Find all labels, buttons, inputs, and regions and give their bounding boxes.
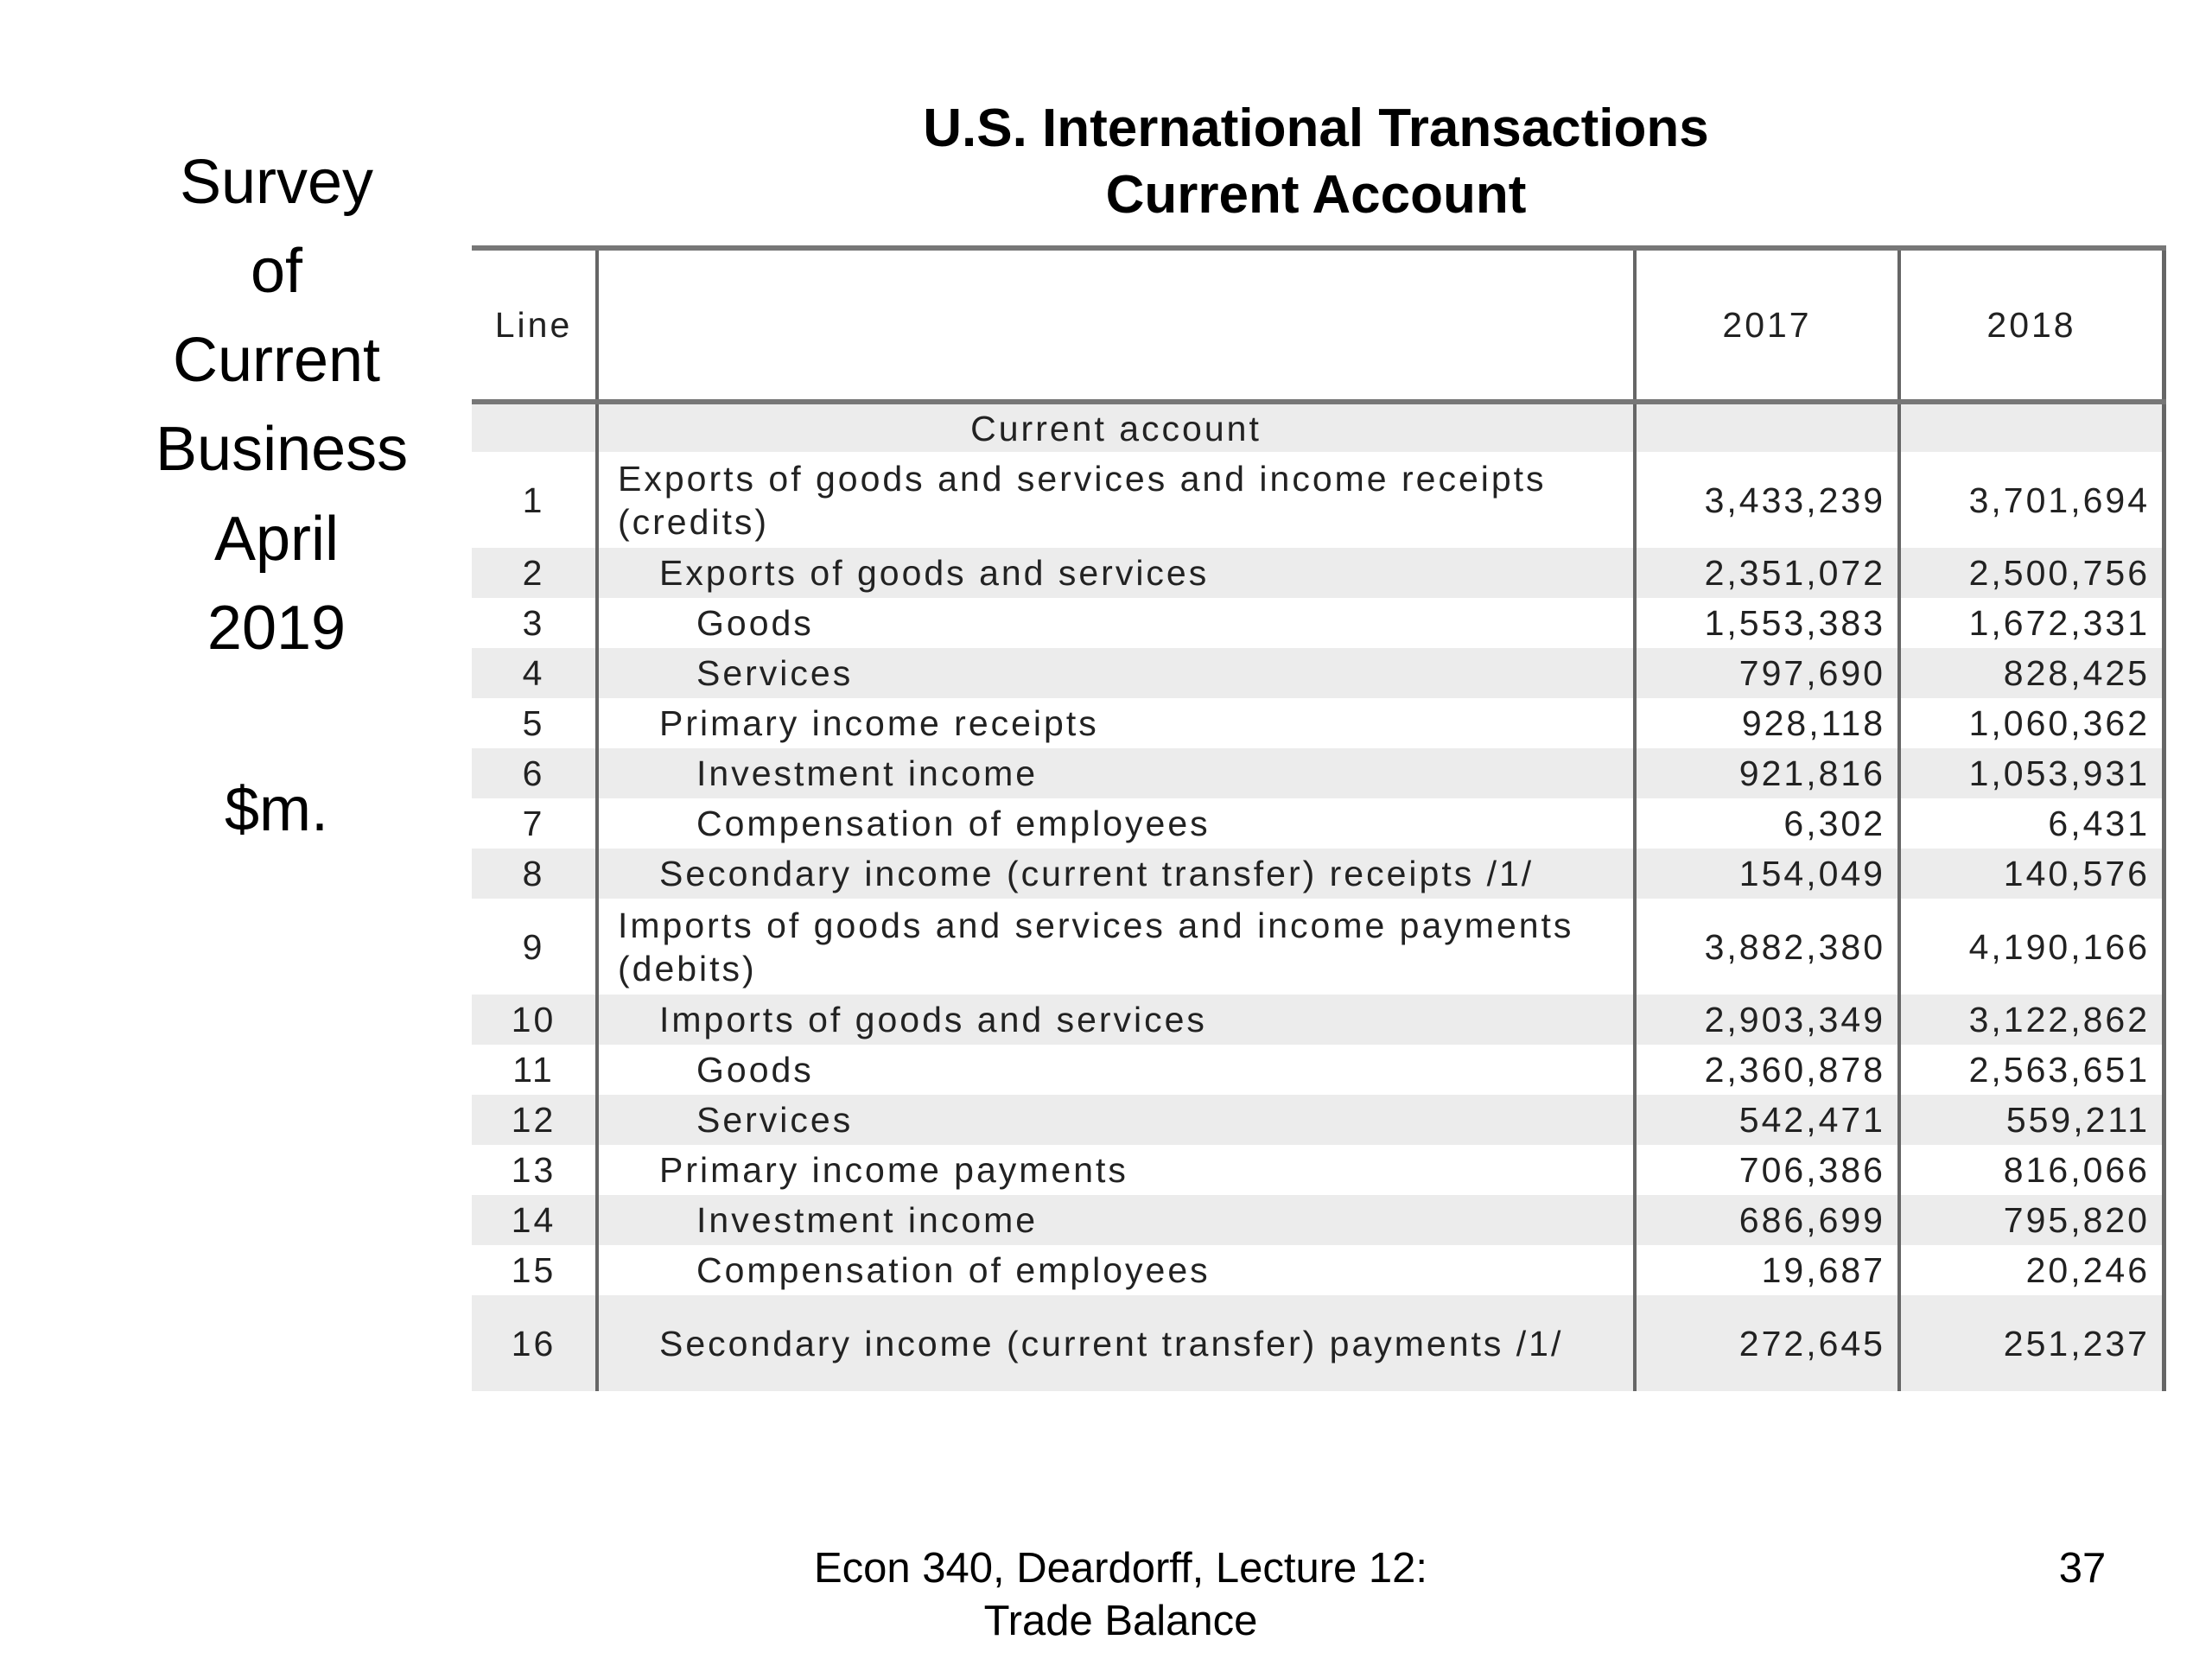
value-2017: 272,645 xyxy=(1635,1295,1899,1391)
table-row xyxy=(472,1245,2164,1295)
row-label: Goods xyxy=(597,598,1635,648)
header-line: Line xyxy=(472,248,597,402)
value-2017: 1,553,383 xyxy=(1635,598,1899,648)
table-row xyxy=(472,1295,2164,1391)
row-label: Primary income receipts xyxy=(597,698,1635,748)
header-description xyxy=(597,248,1635,402)
table-row xyxy=(472,698,2164,748)
value-2018: 4,190,166 xyxy=(1899,899,2164,995)
line-number: 13 xyxy=(472,1145,597,1195)
value-2017: 921,816 xyxy=(1635,748,1899,798)
value-2017: 19,687 xyxy=(1635,1245,1899,1295)
line-number: 15 xyxy=(472,1245,597,1295)
line-number: 9 xyxy=(472,899,597,995)
row-label: Primary income payments xyxy=(597,1145,1635,1195)
line-number: 11 xyxy=(472,1045,597,1095)
page-number: 37 xyxy=(2058,1545,2107,1592)
table-row xyxy=(472,849,2164,899)
table-row xyxy=(472,1095,2164,1145)
date-year: 2019 xyxy=(207,594,346,663)
line-number: 10 xyxy=(472,995,597,1045)
line-number: 16 xyxy=(472,1295,597,1391)
table-row xyxy=(472,598,2164,648)
value-2017: 3,882,380 xyxy=(1635,899,1899,995)
value-2017: 2,360,878 xyxy=(1635,1045,1899,1095)
date-month: April xyxy=(213,505,340,574)
source-line: Business xyxy=(156,415,409,484)
table-row xyxy=(472,1145,2164,1195)
source-line: Current xyxy=(172,326,381,395)
section-line-cell xyxy=(472,402,597,452)
section-row xyxy=(472,402,2164,452)
row-label: Imports of goods and services and income payments (debits) xyxy=(597,899,1635,995)
date-label xyxy=(156,495,397,673)
source-label xyxy=(156,138,409,494)
header-2017: 2017 xyxy=(1635,248,1899,402)
value-2017: 928,118 xyxy=(1635,698,1899,748)
source-line: Survey of xyxy=(179,148,374,306)
row-label: Imports of goods and services xyxy=(597,995,1635,1045)
row-label: Compensation of employees xyxy=(597,798,1635,849)
row-label: Services xyxy=(597,1095,1635,1145)
row-label: Secondary income (current transfer) receipts /1/ xyxy=(597,849,1635,899)
value-2018: 140,576 xyxy=(1899,849,2164,899)
value-2018: 3,701,694 xyxy=(1899,452,2164,548)
row-label: Exports of goods and services xyxy=(597,548,1635,598)
row-label: Secondary income (current transfer) payments /1/ xyxy=(597,1295,1635,1391)
table-row xyxy=(472,452,2164,548)
value-2017: 542,471 xyxy=(1635,1095,1899,1145)
table-row xyxy=(472,1195,2164,1245)
header-row xyxy=(472,248,2164,402)
section-2018-cell xyxy=(1899,402,2164,452)
table-row xyxy=(472,1045,2164,1095)
value-2018: 2,500,756 xyxy=(1899,548,2164,598)
line-number: 3 xyxy=(472,598,597,648)
value-2018: 2,563,651 xyxy=(1899,1045,2164,1095)
table-row xyxy=(472,748,2164,798)
value-2017: 3,433,239 xyxy=(1635,452,1899,548)
line-number: 1 xyxy=(472,452,597,548)
table-row xyxy=(472,798,2164,849)
unit-label: $m. xyxy=(224,775,329,844)
section-label: Current account xyxy=(597,402,1635,452)
table-row xyxy=(472,648,2164,698)
line-number: 4 xyxy=(472,648,597,698)
value-2018: 6,431 xyxy=(1899,798,2164,849)
footer-text xyxy=(743,1542,1498,1648)
value-2017: 686,699 xyxy=(1635,1195,1899,1245)
value-2018: 795,820 xyxy=(1899,1195,2164,1245)
section-2017-cell xyxy=(1635,402,1899,452)
value-2017: 706,386 xyxy=(1635,1145,1899,1195)
value-2018: 3,122,862 xyxy=(1899,995,2164,1045)
value-2018: 20,246 xyxy=(1899,1245,2164,1295)
value-2018: 1,053,931 xyxy=(1899,748,2164,798)
footer-line-1: Econ 340, Deardorff, Lecture 12: xyxy=(813,1545,1428,1592)
line-number: 2 xyxy=(472,548,597,598)
row-label: Investment income xyxy=(597,748,1635,798)
row-label: Goods xyxy=(597,1045,1635,1095)
line-number: 12 xyxy=(472,1095,597,1145)
value-2018: 828,425 xyxy=(1899,648,2164,698)
row-label: Compensation of employees xyxy=(597,1245,1635,1295)
table-row xyxy=(472,995,2164,1045)
value-2017: 2,903,349 xyxy=(1635,995,1899,1045)
value-2018: 1,060,362 xyxy=(1899,698,2164,748)
row-label: Exports of goods and services and income receipts (credits) xyxy=(597,452,1635,548)
value-2017: 2,351,072 xyxy=(1635,548,1899,598)
current-account-table xyxy=(472,245,2166,1391)
table-row xyxy=(472,548,2164,598)
header-2018: 2018 xyxy=(1899,248,2164,402)
line-number: 5 xyxy=(472,698,597,748)
row-label: Investment income xyxy=(597,1195,1635,1245)
value-2017: 154,049 xyxy=(1635,849,1899,899)
title-line-1: U.S. International Transactions xyxy=(923,99,1709,158)
title-line-2: Current Account xyxy=(1105,165,1527,225)
line-number: 14 xyxy=(472,1195,597,1245)
value-2018: 1,672,331 xyxy=(1899,598,2164,648)
value-2017: 6,302 xyxy=(1635,798,1899,849)
footer-line-2: Trade Balance xyxy=(983,1598,1258,1644)
value-2018: 816,066 xyxy=(1899,1145,2164,1195)
value-2017: 797,690 xyxy=(1635,648,1899,698)
row-label: Services xyxy=(597,648,1635,698)
line-number: 7 xyxy=(472,798,597,849)
line-number: 6 xyxy=(472,748,597,798)
value-2018: 251,237 xyxy=(1899,1295,2164,1391)
line-number: 8 xyxy=(472,849,597,899)
slide-title xyxy=(778,95,1854,228)
table-row xyxy=(472,899,2164,995)
value-2018: 559,211 xyxy=(1899,1095,2164,1145)
